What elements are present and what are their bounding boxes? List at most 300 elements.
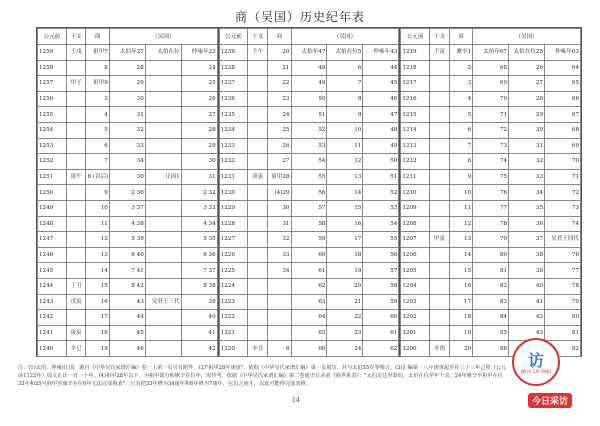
table-row (219, 91, 399, 107)
table-cell: 78 (545, 278, 581, 294)
table-cell (430, 294, 450, 310)
table-cell: 3 37 (109, 200, 145, 216)
table-cell: 50 (363, 154, 399, 170)
table-cell: 48 (363, 122, 399, 138)
table-row (219, 60, 399, 76)
table-cell: 25 (268, 122, 291, 138)
table-cell: 27 (181, 107, 217, 123)
table-cell: 1229 (219, 200, 248, 216)
table-cell: 16 (86, 294, 109, 310)
table-cell: 75 (473, 169, 509, 185)
table-row (219, 325, 399, 341)
table-cell: 太伯在位25 (509, 45, 545, 61)
table-cell: 1222 (219, 310, 248, 326)
table-cell (268, 325, 291, 341)
column-header: 商 (449, 29, 472, 45)
table-cell: 72 (473, 122, 509, 138)
table-cell: 82 (545, 341, 581, 357)
table-row (219, 341, 399, 357)
table-cell: 42 (181, 341, 217, 357)
table-cell: 15 (86, 278, 109, 294)
table-cell: 71 (545, 169, 581, 185)
table-cell: 41 (509, 294, 545, 310)
table-cell: 甲寅 (430, 232, 450, 248)
table-cell: 1203 (401, 294, 430, 310)
table-cell: 58 (291, 216, 327, 232)
table-cell: 6 40 (109, 247, 145, 263)
table-cell: 5 (449, 107, 472, 123)
table-row (38, 45, 218, 61)
column-header: 商 (86, 29, 109, 45)
table-cell: 80 (545, 310, 581, 326)
table-row (401, 278, 581, 294)
table-row (401, 294, 581, 310)
table-cell (248, 60, 268, 76)
table-cell: 5 35 (181, 232, 217, 248)
table-cell: 太伯在位5 (327, 45, 363, 61)
table-cell: 1210 (401, 185, 430, 201)
table-cell: 14 (449, 247, 472, 263)
table-cell (430, 169, 450, 185)
table-row (219, 169, 399, 185)
table-cell: 69 (545, 138, 581, 154)
table-cell (248, 232, 268, 248)
table-cell: 18 (86, 325, 109, 341)
table-row (38, 247, 218, 263)
chronology-table (37, 28, 218, 357)
table-cell (430, 278, 450, 294)
table-row (38, 91, 218, 107)
table-cell: 1250 (38, 185, 67, 201)
table-cell: 57 (291, 200, 327, 216)
table-cell: 1211 (401, 169, 430, 185)
table-cell (66, 91, 86, 107)
column-header: 干支 (248, 29, 268, 45)
table-cell: 30 (268, 200, 291, 216)
table-cell: 1230 (219, 185, 248, 201)
table-cell (66, 247, 86, 263)
table-cell: 18 (449, 310, 472, 326)
table-cell: 32 (109, 122, 145, 138)
table-cell: 1247 (38, 232, 67, 248)
table-row (401, 185, 581, 201)
table-cell: 27 (268, 154, 291, 170)
table-cell: 1256 (38, 91, 67, 107)
table-cell: 1236 (219, 91, 248, 107)
table-cell: 52 (363, 185, 399, 201)
table-cell: 14 (86, 263, 109, 279)
table-cell: 22 (327, 310, 363, 326)
table-cell: 1220 (219, 341, 248, 357)
table-cell: 43 (509, 325, 545, 341)
table-cell: 1253 (38, 138, 67, 154)
table-cell (430, 247, 450, 263)
table-cell (66, 232, 86, 248)
table-cell: 28 (509, 91, 545, 107)
table-cell: 63 (291, 294, 327, 310)
table-cell: 1216 (401, 91, 430, 107)
table-row (38, 185, 218, 201)
table-cell: 8 (86, 60, 109, 76)
table-cell: 64 (291, 310, 327, 326)
table-cell: 6 (327, 60, 363, 76)
table-cell: 58 (363, 278, 399, 294)
table-cell: 让国1 (145, 169, 181, 185)
table-cell: 1221 (219, 325, 248, 341)
table-cell: 46 (363, 91, 399, 107)
table-cell: 1237 (219, 76, 248, 92)
table-row (401, 60, 581, 76)
chronology-table (219, 28, 400, 357)
table-row (38, 138, 218, 154)
table-cell (248, 200, 268, 216)
table-cell: 壬午 (248, 45, 268, 61)
table-cell: 1204 (401, 278, 430, 294)
table-cell (248, 263, 268, 279)
table-cell: 77 (545, 263, 581, 279)
table-cell: 9 (86, 185, 109, 201)
table-cell: 12 (449, 216, 472, 232)
table-cell: 79 (473, 232, 509, 248)
table-cell: 11 (449, 200, 472, 216)
brand-label: 今日采访 (528, 393, 572, 408)
table-cell: 70 (473, 91, 509, 107)
table-cell (145, 325, 181, 341)
table-cell (145, 263, 181, 279)
table-cell (66, 310, 86, 326)
table-cell: 48 (291, 60, 327, 76)
table-cell: 44 (363, 60, 399, 76)
table-cell: 11 (86, 216, 109, 232)
table-cell: 30 (509, 122, 545, 138)
table-cell: 1226 (219, 247, 248, 263)
table-cell: 66 (545, 91, 581, 107)
table-cell: 9 (327, 107, 363, 123)
table-cell: 22 (268, 76, 291, 92)
watermark-badge (512, 338, 560, 386)
table-cell (430, 200, 450, 216)
table-cell: 7 37 (181, 263, 217, 279)
table-cell: 31 (109, 107, 145, 123)
table-cell: 85 (473, 325, 509, 341)
table-row (219, 185, 399, 201)
table-cell (145, 310, 181, 326)
table-cell: 42 (509, 310, 545, 326)
table-cell (248, 76, 268, 92)
table-cell: 1212 (401, 154, 430, 170)
table-cell: 1200 (401, 341, 430, 357)
table-cell: 1209 (401, 200, 430, 216)
table-cell: 27 (509, 76, 545, 92)
table-row (38, 107, 218, 123)
table-cell: 戊寅 (66, 294, 86, 310)
table-cell: 甲子 (66, 76, 86, 92)
table-cell (248, 325, 268, 341)
table-cell (430, 138, 450, 154)
table-cell: 1254 (38, 122, 67, 138)
table-cell: 5 39 (109, 232, 145, 248)
column-header: 公元前 (38, 29, 67, 45)
table-cell (145, 341, 181, 357)
footnote: 注：(1)太伯、仲雍)让国，源自《中华吴氏家谱汇编》卷一上第一页另有附件，(2)"祖甲28年庚寅"，依据《中华吴氏家谱汇编》第一页填写，并与太伯55岁等吻合。(3)汇编第一八年庚寅起至社三十三年己卯（公元前1122年）周文止计一百一十年。(4)祖甲28年以下，为祖甲部分和廪辛在位年，需待考。依据《中华吴氏家谱汇编》第二卷通史目录前《商世系表》："太伯走达至泰伯，太伯在位至年十余，24年廪辛至祖甲在位33年和25号商甲至康辛在位6年无法完成填表"，只有把33年修为34康年和6年修为7康年，它们之间才，以此可能得完成表格。 (18, 365, 507, 387)
table-cell: 76 (473, 185, 509, 201)
table-cell: (4)29 (268, 185, 291, 201)
table-row (38, 232, 218, 248)
table-cell: 43 (109, 294, 145, 310)
table-cell (66, 263, 86, 279)
table-cell: 6 36 (181, 247, 217, 263)
table-row (401, 45, 581, 61)
table-cell: 1201 (401, 325, 430, 341)
column-header: （吴国） (291, 29, 399, 45)
table-cell: 17 (86, 310, 109, 326)
table-cell: 60 (363, 310, 399, 326)
table-cell: 54 (363, 216, 399, 232)
table-cell: 19 (86, 341, 109, 357)
table-cell: 35 (509, 200, 545, 216)
table-row (38, 169, 218, 185)
table-cell (66, 107, 86, 123)
table-cell (268, 310, 291, 326)
table-cell: 40 (181, 310, 217, 326)
table-row (38, 263, 218, 279)
table-row (219, 294, 399, 310)
table-cell (145, 185, 181, 201)
table-cell: 55 (363, 232, 399, 248)
table-cell: 1258 (38, 60, 67, 76)
table-cell: 4 (449, 91, 472, 107)
table-cell: 1246 (38, 247, 67, 263)
table-cell: 仲雍年63 (545, 45, 581, 61)
table-cell (430, 60, 450, 76)
table-cell: 57 (363, 263, 399, 279)
table-cell (248, 107, 268, 123)
page-number: 14 (292, 397, 300, 404)
table-cell: 34 (109, 154, 145, 170)
table-cell: 15 (449, 263, 472, 279)
table-cell: 10 (86, 200, 109, 216)
table-cell: 6 (449, 122, 472, 138)
table-cell: 1213 (401, 138, 430, 154)
badge-main-text: 访 (527, 351, 544, 370)
table-cell: 7 (327, 76, 363, 92)
table-cell: 60 (291, 247, 327, 263)
table-row (401, 263, 581, 279)
table-cell: 76 (545, 247, 581, 263)
table-row (38, 60, 218, 76)
table-row (219, 45, 399, 61)
table-cell: 10 (327, 122, 363, 138)
table-cell: 18 (327, 247, 363, 263)
table-cell: 4 (86, 107, 109, 123)
table-cell: 4 34 (181, 216, 217, 232)
table-cell: 10 (449, 185, 472, 201)
table-row (401, 169, 581, 185)
table-cell: 33 (268, 247, 291, 263)
table-cell: 1231 (219, 169, 248, 185)
table-cell: 8 (449, 154, 472, 170)
table-cell: 70 (545, 154, 581, 170)
table-cell: 1215 (401, 107, 430, 123)
table-cell: 23 (268, 91, 291, 107)
table-cell: 1255 (38, 107, 67, 123)
table-row (38, 122, 218, 138)
table-cell (66, 185, 86, 201)
table-cell: 21 (327, 294, 363, 310)
table-cell: 31 (268, 216, 291, 232)
table-cell: 1249 (38, 200, 67, 216)
table-cell (66, 216, 86, 232)
table-cell (430, 122, 450, 138)
table-cell: 39 (509, 263, 545, 279)
table-cell: 67 (545, 107, 581, 123)
chronology-tables (36, 27, 582, 357)
table-cell: 44 (109, 310, 145, 326)
table-cell: 61 (291, 263, 327, 279)
table-cell: 30 (109, 91, 145, 107)
table-cell: 8 (327, 91, 363, 107)
table-cell: 13 (327, 169, 363, 185)
table-cell (145, 138, 181, 154)
table-cell: 49 (363, 138, 399, 154)
table-cell: 82 (473, 278, 509, 294)
table-cell: 72 (545, 185, 581, 201)
table-cell (248, 154, 268, 170)
table-cell: 廪辛1 (449, 45, 472, 61)
table-row (401, 91, 581, 107)
table-cell: 37 (509, 232, 545, 248)
table-cell: 丁丑 (66, 278, 86, 294)
table-cell (145, 91, 181, 107)
table-cell: 33 (109, 138, 145, 154)
table-row (219, 154, 399, 170)
table-cell: 1238 (219, 60, 248, 76)
table-cell: 51 (291, 107, 327, 123)
table-cell: 62 (291, 278, 327, 294)
table-cell: 54 (291, 154, 327, 170)
table-row (401, 325, 581, 341)
table-cell: 1202 (401, 310, 430, 326)
table-cell: 65 (545, 76, 581, 92)
table-cell (430, 76, 450, 92)
table-cell: 29 (109, 76, 145, 92)
table-cell (268, 278, 291, 294)
table-cell: 1244 (38, 278, 67, 294)
table-cell: 26 (181, 91, 217, 107)
table-cell (268, 294, 291, 310)
table-cell (430, 154, 450, 170)
table-cell: 1224 (219, 278, 248, 294)
table-cell: 太伯年47 (291, 45, 327, 61)
table-cell: 45 (109, 325, 145, 341)
table-cell: 83 (473, 294, 509, 310)
table-cell: 19 (327, 263, 363, 279)
table-cell: 壬戌 (66, 45, 86, 61)
table-cell: 23 (327, 325, 363, 341)
table-cell: 20 (449, 341, 472, 357)
table-row (401, 107, 581, 123)
table-row (219, 107, 399, 123)
table-cell: 20 (327, 278, 363, 294)
table-cell (430, 263, 450, 279)
table-cell: 24 (327, 341, 363, 357)
table-cell: 1257 (38, 76, 67, 92)
table-cell: 1233 (219, 138, 248, 154)
table-cell: 81 (473, 263, 509, 279)
table-row (401, 216, 581, 232)
table-row (38, 278, 218, 294)
table-row (38, 294, 218, 310)
table-cell (248, 247, 268, 263)
table-cell: 7 (449, 138, 472, 154)
table-cell: 26 (268, 138, 291, 154)
table-cell (145, 107, 181, 123)
table-cell: 壬寅 (430, 45, 450, 61)
table-cell: 1248 (38, 216, 67, 232)
table-cell: 8 42 (109, 278, 145, 294)
table-cell (430, 185, 450, 201)
table-cell: 53 (363, 200, 399, 216)
table-row (401, 154, 581, 170)
table-cell: 31 (181, 169, 217, 185)
table-cell (248, 122, 268, 138)
table-cell: 16 (449, 278, 472, 294)
table-cell: 86 (473, 341, 509, 357)
table-cell: 17 (449, 294, 472, 310)
table-cell (248, 310, 268, 326)
table-row (401, 310, 581, 326)
table-cell: 13 (86, 247, 109, 263)
table-cell: 吴君王四代 (545, 232, 581, 248)
table-cell: 3 33 (181, 200, 217, 216)
table-row (219, 247, 399, 263)
table-cell (145, 247, 181, 263)
table-cell: 34 (268, 263, 291, 279)
table-cell: 6 (86, 138, 109, 154)
table-cell: 祖甲7 (86, 45, 109, 61)
table-cell (145, 76, 181, 92)
table-cell: 52 (291, 122, 327, 138)
table-cell (248, 278, 268, 294)
table-cell: 庚辰 (66, 325, 86, 341)
table-cell: 3 (449, 76, 472, 92)
table-cell: 55 (291, 169, 327, 185)
table-cell: 46 (109, 341, 145, 357)
table-cell: 7 (86, 154, 109, 170)
table-row (401, 138, 581, 154)
table-cell: 49 (291, 76, 327, 92)
table-cell: 24 (268, 107, 291, 123)
table-cell: 祖甲9 (86, 76, 109, 92)
table-cell (66, 122, 86, 138)
table-cell: 28 (109, 60, 145, 76)
table-cell: 62 (363, 341, 399, 357)
table-row (219, 232, 399, 248)
table-row (38, 154, 218, 170)
table-row (219, 216, 399, 232)
table-block-1 (36, 27, 218, 357)
table-cell: 1214 (401, 122, 430, 138)
table-row (219, 278, 399, 294)
table-cell: 79 (545, 294, 581, 310)
table-cell: 68 (473, 60, 509, 76)
table-cell: 2 36 (109, 185, 145, 201)
table-cell: 69 (473, 76, 509, 92)
table-row (401, 232, 581, 248)
table-cell: 12 (86, 232, 109, 248)
table-cell: 30 (109, 169, 145, 185)
table-cell: 32 (509, 154, 545, 170)
